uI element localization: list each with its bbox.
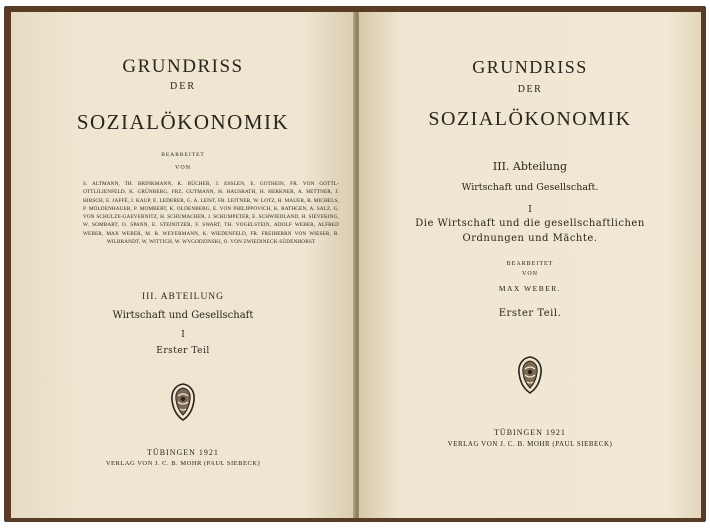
left-abteilung: III. ABTEILUNG: [141, 292, 225, 302]
left-title-page: [11, 12, 355, 518]
volume-title-line-2: Ordnungen und Mächte.: [462, 233, 598, 244]
right-subtitle: SOZIALÖKONOMIK: [428, 108, 632, 130]
left-publisher: VERLAG VON J. C. B. MOHR (PAUL SIEBECK): [105, 460, 261, 467]
author-name: MAX WEBER.: [498, 284, 562, 293]
left-wirtschaft: Wirtschaft und Gesellschaft: [112, 310, 254, 321]
right-wirtschaft: Wirtschaft und Gesellschaft.: [461, 182, 599, 193]
right-title: GRUNDRISS: [472, 57, 588, 77]
right-title-page: [359, 12, 701, 518]
left-erster-teil: Erster Teil: [156, 346, 210, 356]
right-der: DER: [517, 84, 543, 95]
contributors-list: S. ALTMANN, TH. BRINKMANN, K. BÜCHER, J. ESSLEN, E. GOTHEIN, FR. VON GOTTL-OTTLILIENFELD, K. GRÜNBERG, FRZ. GUTMANN, H. HAUSRATH, H. HERKNER, A. HETTNER, J. HIRSCH, E. JAFFÉ, J. KAUP, E. LEDERER, G. A. LEIST, FR. LEITNER, W. LOTZ, H. MAUER, R. MICHELS, P. MOLDENHAUER, P. MOMBERT, K. OLDENBERG, E. VON PHILIPPOVICH, K. RATHGEN, A. SALZ, G. VON SCHULZE-GAEVERNITZ, H. SCHUMACHER, J. SCHUMPETER, E. SCHWIEDLAND, H. SIEVEKING, W. SOMBART, O. SPANN, E. STEINITZER, F. SWART, TH. VOGELSTEIN, ADOLF WEBER, ALFRED WEBER, MAX WEBER, M. R. WEYERMANN, K. WIEDENFELD, FR. FREIHERRN VON WIESER, R. WILBRANDT, W. WITTICH, W. WYGODZINSKI, O. VON ZWIEDINECK-SÜDENHORST: [83, 181, 339, 245]
right-von: VON: [522, 271, 538, 277]
left-subtitle: SOZIALÖKONOMIK: [76, 110, 290, 134]
publisher-seal-icon: [359, 355, 701, 395]
volume-title-line-1: Die Wirtschaft und die gesellschaftlichen: [415, 218, 645, 229]
left-der: DER: [170, 81, 196, 92]
left-bearbeitet: BEARBEITET: [161, 152, 205, 158]
right-numeral: I: [528, 205, 532, 215]
right-place-year: TÜBINGEN 1921: [494, 428, 566, 437]
right-erster-teil: Erster Teil.: [498, 308, 562, 319]
left-numeral: I: [181, 330, 185, 340]
left-title: GRUNDRISS: [122, 56, 244, 77]
right-bearbeitet: BEARBEITET: [506, 261, 554, 267]
left-place-year: TÜBINGEN 1921: [147, 448, 219, 457]
publisher-seal-icon: [11, 382, 355, 422]
right-abteilung: III. Abteilung: [492, 160, 568, 173]
right-publisher: VERLAG VON J. C. B. MOHR (PAUL SIEBECK): [447, 440, 613, 448]
left-von: VON: [175, 165, 191, 171]
